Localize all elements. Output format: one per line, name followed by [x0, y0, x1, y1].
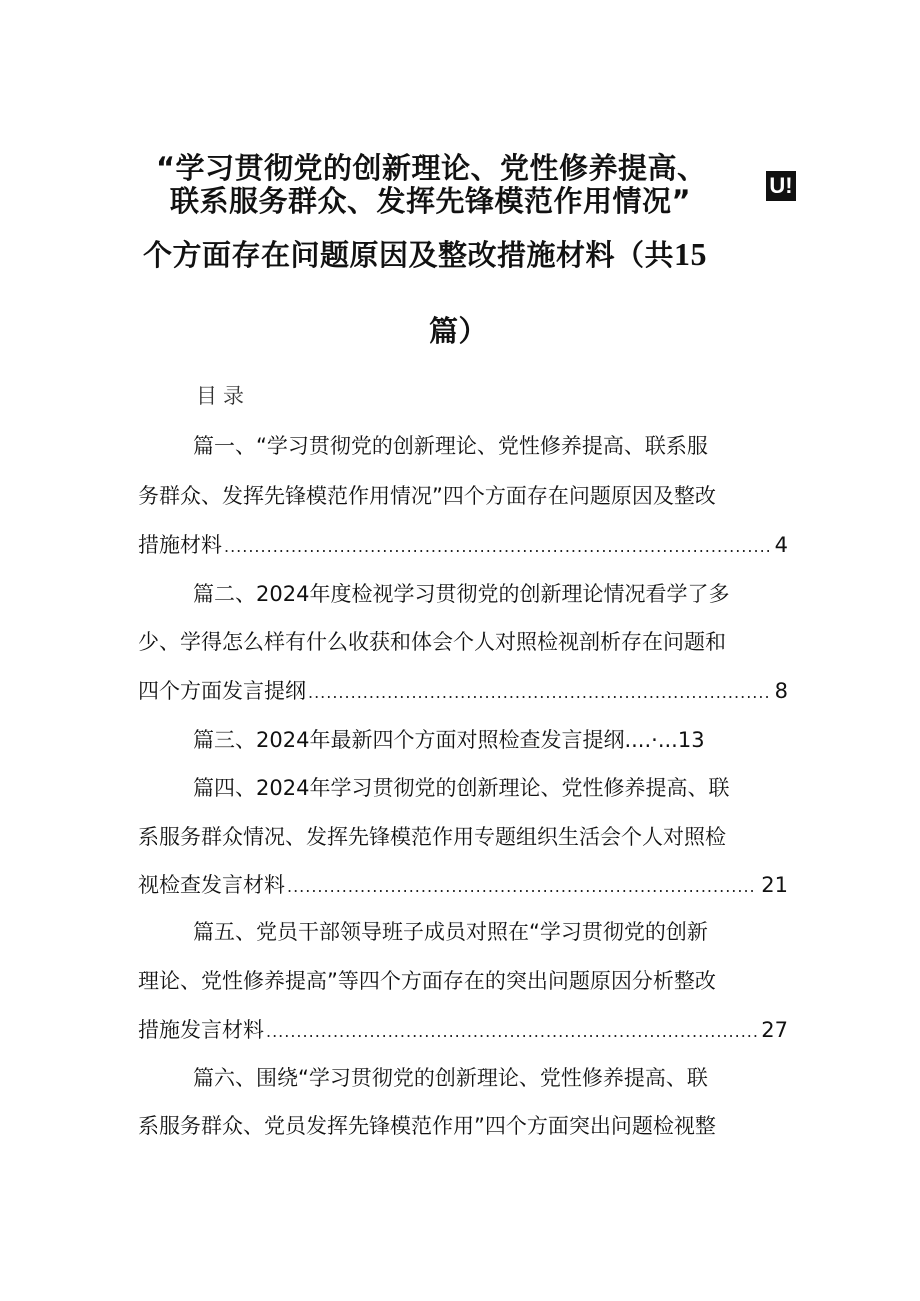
toc-entry-4-line-1[interactable] [193, 773, 788, 803]
toc-entry-2-line-2[interactable] [138, 627, 788, 657]
toc-entry-3-line-1[interactable] [193, 725, 788, 755]
toc-heading: 目录 [196, 384, 250, 408]
toc-page-number: 21 [761, 873, 788, 897]
toc-entry-text: 四个方面发言提纲 [138, 679, 306, 703]
toc-entry-6-line-1[interactable] [193, 1063, 788, 1093]
toc-entry-6-line-2[interactable] [138, 1111, 788, 1141]
toc-entry-text: 务群众、发挥先锋模范作用情况”四个方面存在问题原因及整改 [138, 484, 716, 508]
toc-entry-1-line-3[interactable] [138, 530, 788, 562]
title-line-4: 篇） [429, 314, 489, 348]
toc-entry-5-line-2[interactable] [138, 966, 788, 996]
toc-entry-text: 少、学得怎么样有什么收获和体会个人对照检视剖析存在问题和 [138, 630, 726, 654]
toc-entry-text: 系服务群众、党员发挥先锋模范作用”四个方面突出问题检视整 [138, 1114, 716, 1138]
toc-entry-5-line-1[interactable] [193, 917, 788, 947]
toc-entry-text: 篇三、2024年最新四个方面对照检查发言提纲....·...13 [193, 728, 705, 752]
toc-page-number: 8 [774, 679, 788, 703]
article-count: 15 [674, 236, 708, 272]
toc-page-number: 27 [761, 1018, 788, 1042]
toc-entry-4-line-2[interactable] [138, 822, 788, 852]
toc-entry-2-line-3[interactable] [138, 676, 788, 708]
dot-leader [224, 532, 771, 562]
title-line-1: “学习贯彻党的创新理论、党性修养提高、 [156, 151, 707, 185]
toc-entry-2-line-1[interactable] [193, 579, 788, 609]
toc-entry-text: 措施发言材料 [138, 1018, 264, 1042]
toc-entry-text: 篇一、“学习贯彻党的创新理论、党性修养提高、联系服 [193, 434, 708, 458]
dot-leader [266, 1017, 757, 1047]
toc-entry-text: 系服务群众情况、发挥先锋模范作用专题组织生活会个人对照检 [138, 825, 726, 849]
toc-entry-text: 理论、党性修养提高”等四个方面存在的突出问题原因分析整改 [138, 969, 716, 993]
toc-entry-4-line-3[interactable] [138, 870, 788, 902]
dot-leader [308, 678, 771, 708]
toc-entry-text: 视检查发言材料 [138, 873, 285, 897]
dot-leader [287, 872, 757, 902]
toc-entry-text: 篇五、党员干部领导班子成员对照在“学习贯彻党的创新 [193, 920, 708, 944]
title-line-2: 联系服务群众、发挥先锋模范作用情况” [170, 184, 692, 218]
toc-entry-1-line-2[interactable] [138, 481, 788, 511]
toc-entry-text: 篇六、围绕“学习贯彻党的创新理论、党性修养提高、联 [193, 1066, 708, 1090]
toc-page-number: 4 [774, 533, 788, 557]
scan-mark-icon: U! [766, 171, 796, 201]
toc-entry-text: 篇四、2024年学习贯彻党的创新理论、党性修养提高、联 [193, 776, 730, 800]
toc-entry-text: 篇二、2024年度检视学习贯彻党的创新理论情况看学了多 [193, 582, 730, 606]
toc-entry-5-line-3[interactable] [138, 1015, 788, 1047]
toc-entry-text: 措施材料 [138, 533, 222, 557]
toc-entry-1-line-1[interactable] [193, 431, 788, 461]
title-line-3 [143, 234, 707, 275]
title-line-3-text: 个方面存在问题原因及整改措施材料（共 [143, 238, 675, 272]
